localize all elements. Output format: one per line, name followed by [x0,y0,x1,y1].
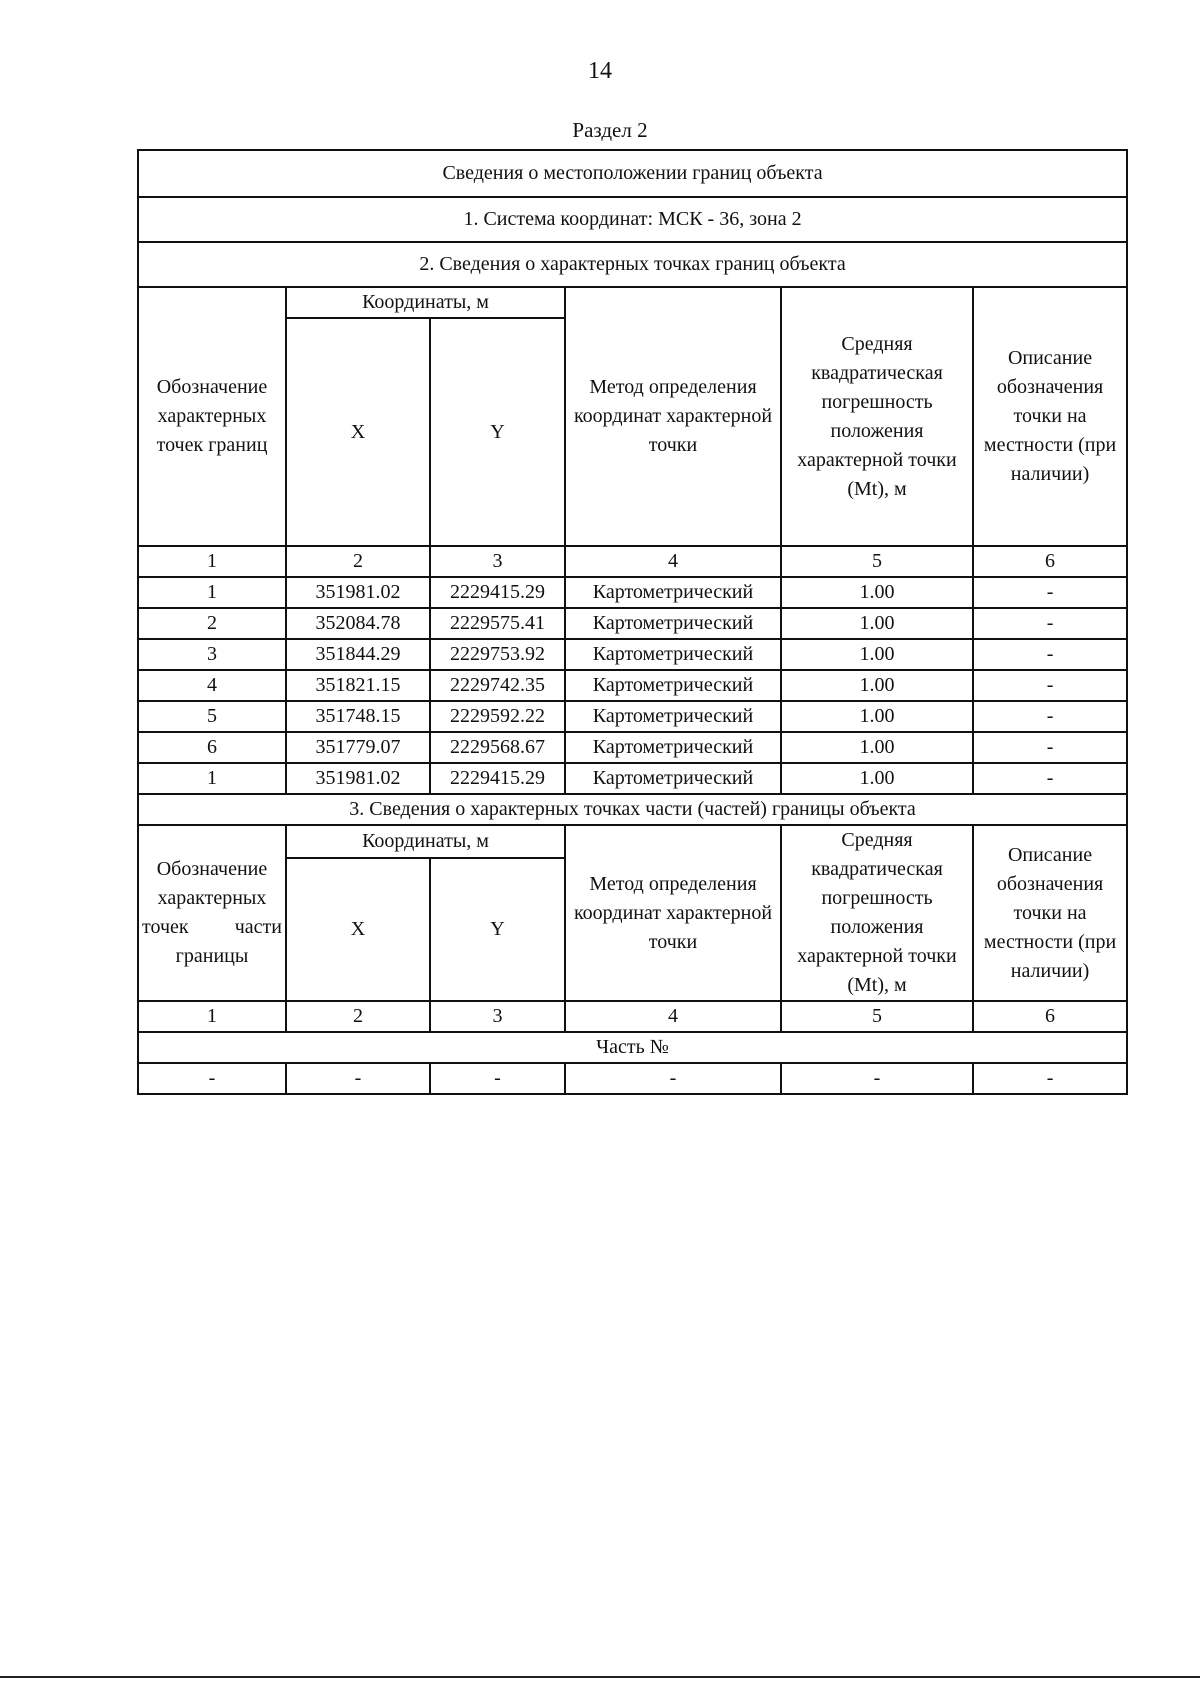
column-number: 2 [286,1001,430,1032]
point-x: 351981.02 [286,577,430,608]
part-cell: - [565,1063,781,1094]
point-error: 1.00 [781,670,973,701]
point-x: 351748.15 [286,701,430,732]
point-id: 3 [138,639,286,670]
section3-title-row [138,794,1127,825]
point-id: 6 [138,732,286,763]
point-error: 1.00 [781,639,973,670]
point-x: 351821.15 [286,670,430,701]
column-number: 4 [565,546,781,577]
column-number: 4 [565,1001,781,1032]
header-row-1 [138,287,1127,318]
table-row [138,701,1127,732]
point-error: 1.00 [781,577,973,608]
point-y: 2229753.92 [430,639,565,670]
header-error: Средняя квадратическая погрешность положения характерной точки (Mt), м [781,287,973,546]
point-y: 2229592.22 [430,701,565,732]
header-designation: Обозначение характерных точек границ [138,287,286,546]
point-x: 352084.78 [286,608,430,639]
boundary-table [137,149,1128,1095]
point-x: 351844.29 [286,639,430,670]
point-description: - [973,763,1127,794]
header-y: Y [430,318,565,546]
part-row [138,1063,1127,1094]
header3-designation-line: Обозначение [156,858,268,880]
header-method: Метод определения координат характерной точки [565,287,781,546]
point-error: 1.00 [781,763,973,794]
point-method: Картометрический [565,763,781,794]
point-error: 1.00 [781,608,973,639]
header3-y: Y [430,858,565,1001]
point-method: Картометрический [565,701,781,732]
column-number: 6 [973,546,1127,577]
header3-description: Описание обозначения точки на местности (при наличии) [973,825,1127,1001]
point-error: 1.00 [781,701,973,732]
part-label: Часть № [138,1032,1127,1063]
table-title-row [138,150,1127,197]
point-description: - [973,608,1127,639]
section2-title: 2. Сведения о характерных точках границ объекта [138,242,1127,287]
header3-designation-word: точек [142,916,189,938]
point-error: 1.00 [781,732,973,763]
point-x: 351779.07 [286,732,430,763]
column-numbers-row-3 [138,1001,1127,1032]
column-number: 5 [781,1001,973,1032]
part-cell: - [138,1063,286,1094]
point-id: 5 [138,701,286,732]
page-number: 14 [588,58,612,84]
header3-designation [138,825,286,1001]
section-title: Раздел 2 [572,118,648,142]
column-number: 3 [430,1001,565,1032]
table-row [138,763,1127,794]
bottom-rule [0,1676,1200,1678]
point-method: Картометрический [565,732,781,763]
coord-system: 1. Система координат: МСК - 36, зона 2 [138,197,1127,242]
part-cell: - [781,1063,973,1094]
header3-designation-line: характерных [157,887,267,909]
header3-method: Метод определения координат характерной точки [565,825,781,1001]
section2-title-row [138,242,1127,287]
point-description: - [973,701,1127,732]
table-row [138,732,1127,763]
header-description: Описание обозначения точки на местности (при наличии) [973,287,1127,546]
table-title: Сведения о местоположении границ объекта [138,150,1127,197]
point-id: 1 [138,577,286,608]
coord-system-row [138,197,1127,242]
column-numbers-row [138,546,1127,577]
header3-error: Средняя квадратическая погрешность положения характерной точки (Mt), м [781,825,973,1001]
part-label-row [138,1032,1127,1063]
header3-coordinates: Координаты, м [286,825,565,858]
column-number: 2 [286,546,430,577]
header3-designation-line [142,913,282,942]
table-row [138,577,1127,608]
column-number: 5 [781,546,973,577]
point-method: Картометрический [565,577,781,608]
point-id: 4 [138,670,286,701]
point-y: 2229415.29 [430,763,565,794]
table-row [138,608,1127,639]
point-method: Картометрический [565,608,781,639]
column-number: 3 [430,546,565,577]
header3-designation-line: границы [175,945,249,967]
point-x: 351981.02 [286,763,430,794]
point-y: 2229742.35 [430,670,565,701]
column-number: 1 [138,546,286,577]
table-row [138,639,1127,670]
section3-title: 3. Сведения о характерных точках части (частей) границы объекта [138,794,1127,825]
part-cell: - [286,1063,430,1094]
column-number: 1 [138,1001,286,1032]
point-method: Картометрический [565,639,781,670]
header-coordinates: Координаты, м [286,287,565,318]
point-id: 1 [138,763,286,794]
point-description: - [973,577,1127,608]
part-cell: - [973,1063,1127,1094]
point-method: Картометрический [565,670,781,701]
header-x: X [286,318,430,546]
point-y: 2229568.67 [430,732,565,763]
point-y: 2229415.29 [430,577,565,608]
point-description: - [973,732,1127,763]
column-number: 6 [973,1001,1127,1032]
part-cell: - [430,1063,565,1094]
point-id: 2 [138,608,286,639]
point-y: 2229575.41 [430,608,565,639]
header3-x: X [286,858,430,1001]
table-row [138,670,1127,701]
point-description: - [973,670,1127,701]
point-description: - [973,639,1127,670]
header3-row-1 [138,825,1127,858]
header3-designation-word: части [234,916,282,938]
